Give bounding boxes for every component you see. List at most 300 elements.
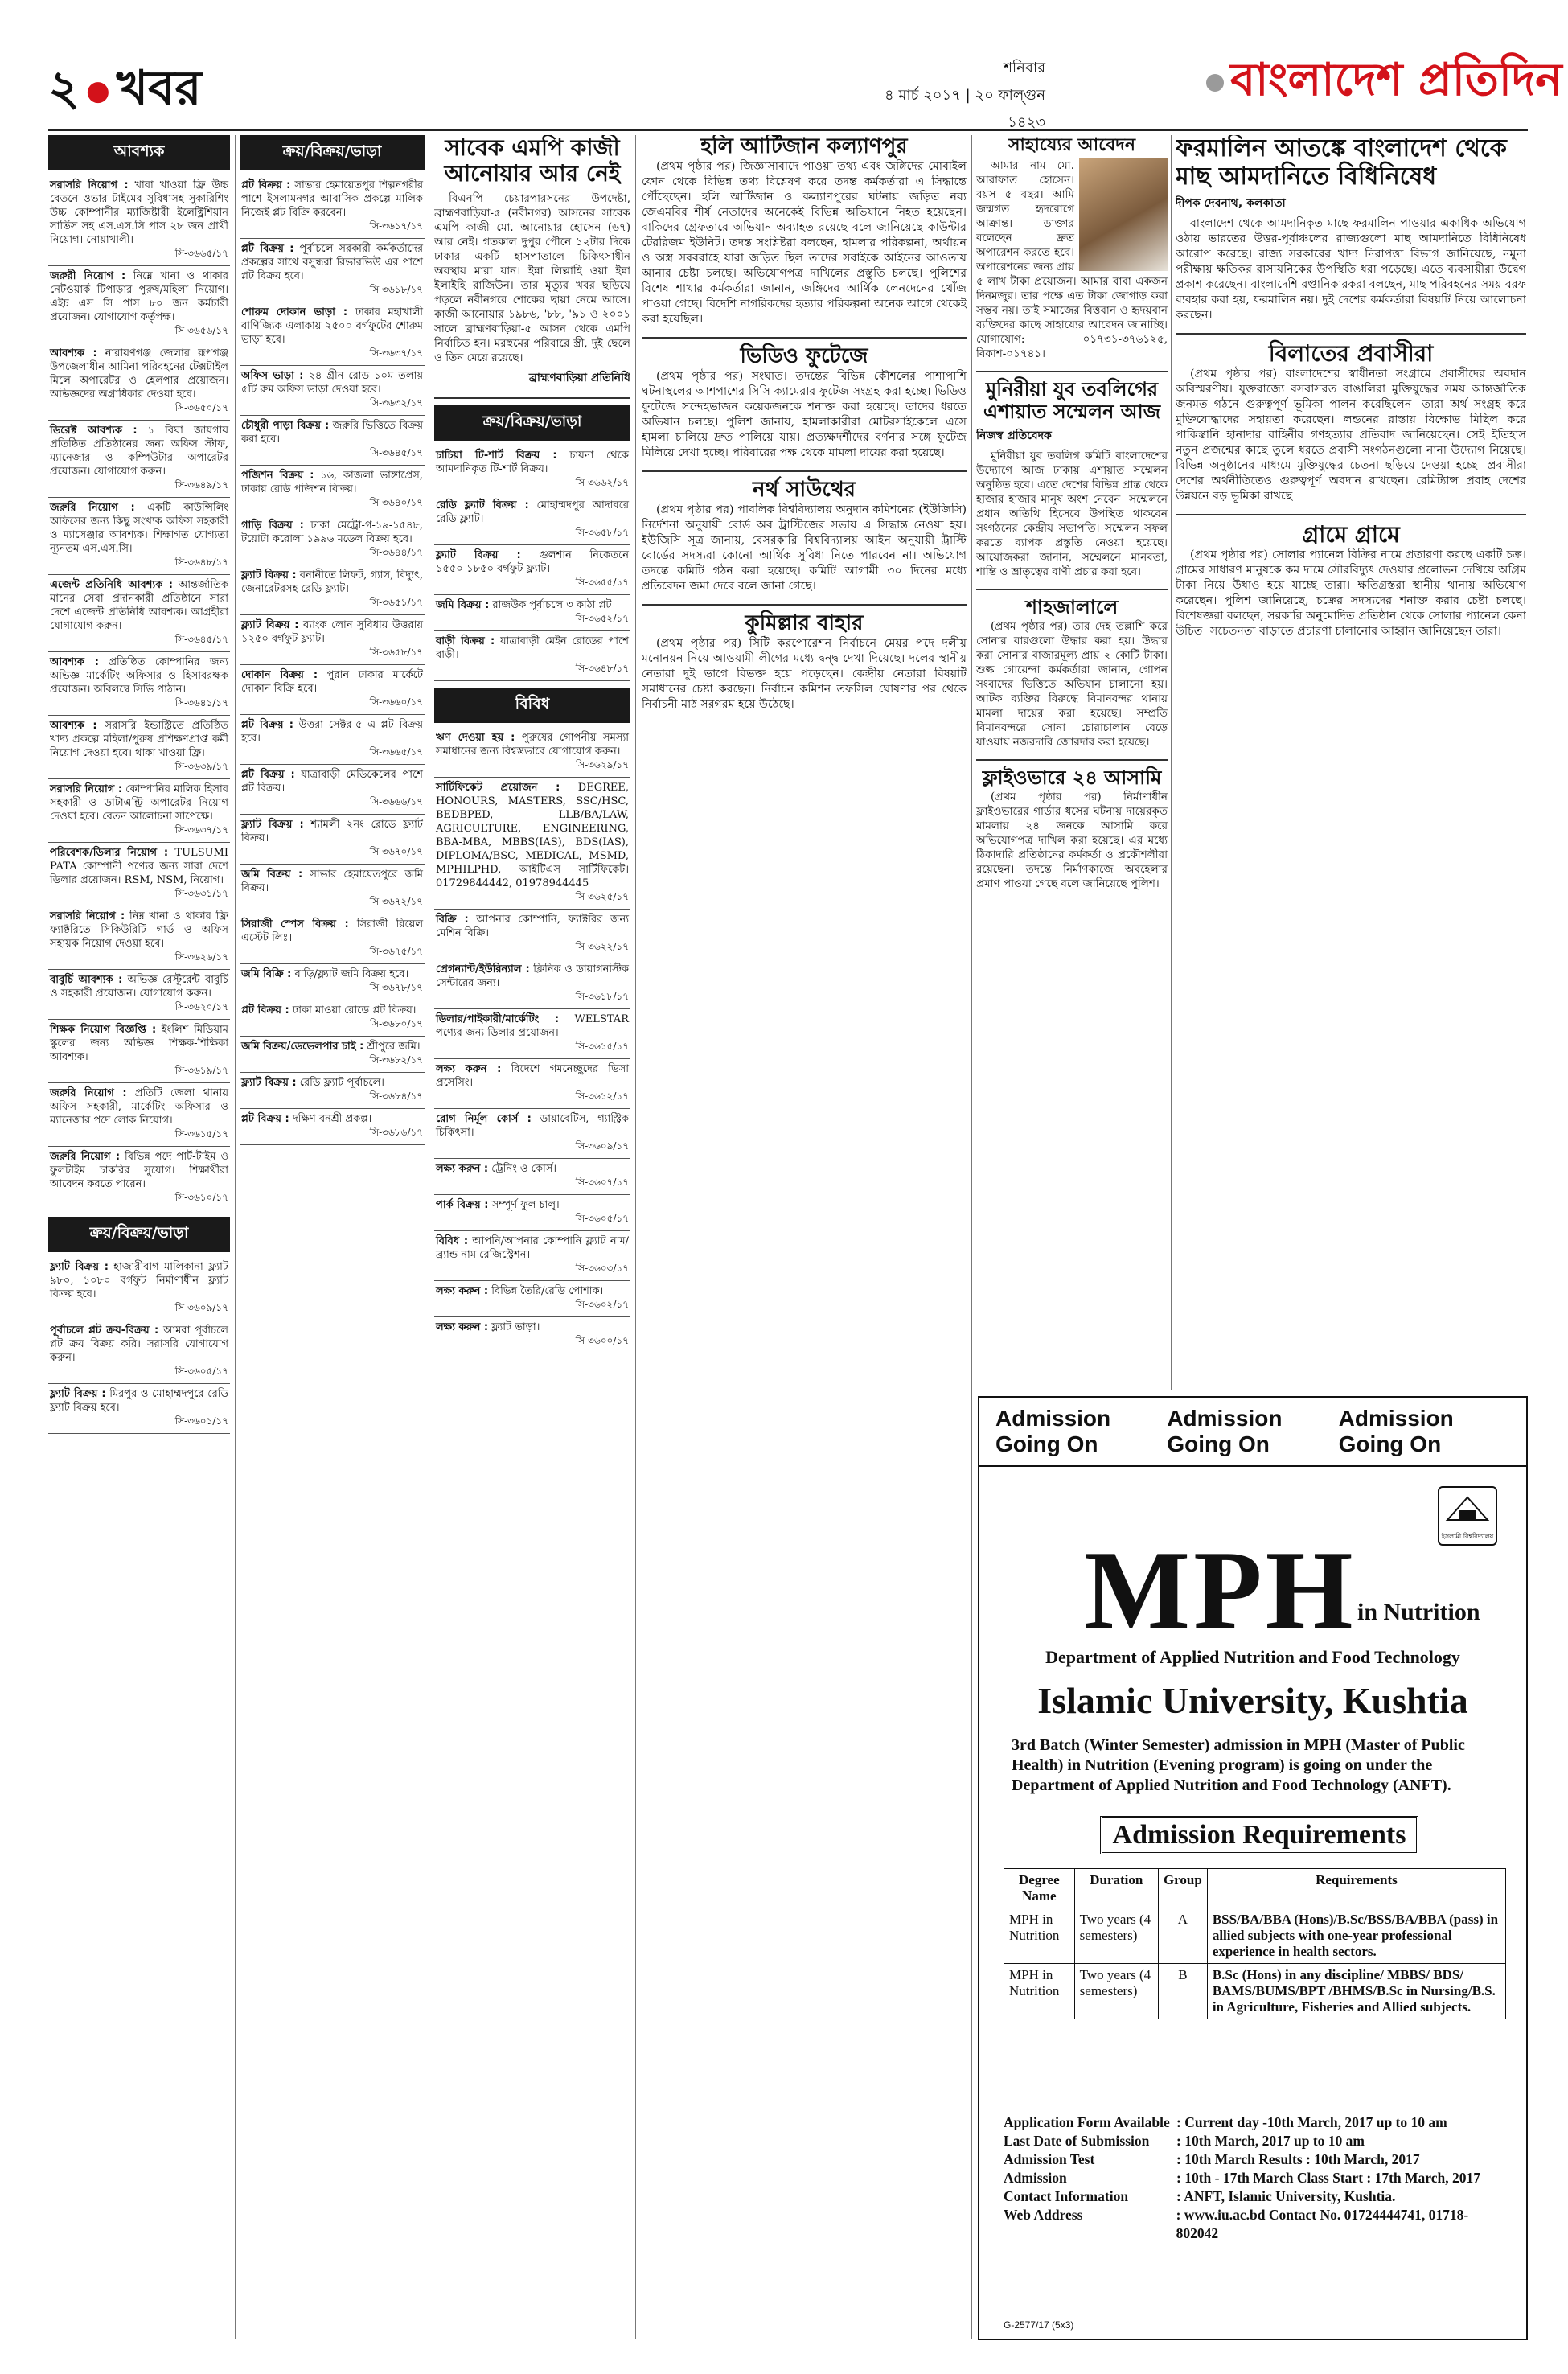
table-cell: Two years (4 semesters)	[1074, 1964, 1158, 2019]
classified-title: রেডি ফ্ল্যাট বিক্রয় :	[436, 499, 529, 512]
masthead-dot-icon	[1206, 74, 1224, 92]
table-row	[1004, 1964, 1506, 2019]
story-body: (প্রথম পৃষ্ঠার পর) তার দেহ তল্লাশি করে সোনার বারগুলো উদ্ধার করা হয়। উদ্ধার করা সোনার বাজারমূল্য প্রায় ২ কোটি টাকা। শুল্ক গোয়েন্দা কর্মকর্তারা জানান, গোপন সংবাদের ভিত্তিতে অভিযান চালানো হয়। আটক ব্যক্তির বিরুদ্ধে বিমানবন্দর থানায় মামলা দায়ের করা হয়েছে। সম্প্রতি বিমানবন্দরে সোনা চোরাচালান বেড়ে যাওয়ায় নজরদারি জোরদার করা হয়েছে।	[976, 620, 1168, 750]
classified-title: সরাসরি নিয়োগ :	[50, 910, 125, 922]
table-header-cell: Group	[1158, 1869, 1207, 1908]
classified-ad	[240, 615, 425, 665]
classified-text: বনানীতে লিফট, গ্যাস, বিদ্যুৎ, জেনারেটরসহ রেডি ফ্ল্যাট।	[241, 569, 423, 595]
story-body: (প্রথম পৃষ্ঠার পর) সংঘাত। তদন্তের বিভিন্ন কৌশলের পাশাপাশি ঘটনাস্থলের আশপাশের সিসি ক্যামেরার ফুটেজ সংগ্রহ করা হচ্ছে। ভিডিও ফুটেজে সন্দেহভাজন কয়েকজনকে শনাক্ত করা হয়েছে। তাদের ধরতে অভিযান চলছে। পুলিশ জানায়, হামলাকারীরা মোটরসাইকেলে এসে হামলা চালিয়ে দ্রুত পালিয়ে যায়। প্রত্যক্ষদর্শীদের বর্ণনার সঙ্গে ফুটেজ মিলিয়ে দেখা হচ্ছে। পরিবারের পক্ষ থেকে মামলা দায়ের করা হয়েছে।	[642, 369, 967, 459]
classified-ad	[48, 652, 230, 716]
ad-banner-text: Admission Going On	[995, 1406, 1111, 1456]
classified-text: সাভার হেমায়েতপুর শিল্পনগরীর পাশে ইসলামনগর আবাসিক প্রকল্পে মালিক নিজেই প্লট বিক্রি করবেন।	[241, 179, 423, 219]
appeal-notice	[976, 135, 1168, 372]
classified-code: সি-৩৬৫১/১৭	[369, 597, 423, 608]
news-story-village	[1176, 522, 1526, 649]
classified-list	[434, 728, 630, 1353]
story-headline: নর্থ সাউথের	[753, 477, 856, 502]
classified-title: ফ্ল্যাট বিক্রয় :	[241, 619, 299, 631]
classified-title: বিক্রি :	[436, 914, 469, 926]
classified-code: সি-৩৬৫৮/১৭	[575, 527, 629, 539]
classified-ad	[240, 515, 425, 565]
classified-title: বিবিধ :	[436, 1235, 469, 1248]
classified-title: লক্ষ্য করুন :	[436, 1321, 489, 1334]
classified-title: জমি বিক্রয়/ডেভেলপার চাই :	[241, 1041, 364, 1053]
schedule-value: : Current day -10th March, 2017 up to 10 am	[1176, 2114, 1447, 2130]
story-headline: কুমিল্লার বাহার	[745, 610, 864, 635]
classified-ad	[48, 716, 230, 779]
classified-ad	[48, 843, 230, 906]
classified-ad	[434, 545, 630, 595]
classified-column-2	[240, 135, 425, 2339]
classified-code: সি-৩৬০১/১৭	[174, 1415, 228, 1427]
classified-title: রোগ নির্মূল কোর্স :	[436, 1113, 532, 1126]
classified-title: প্লট বিক্রয় :	[241, 243, 294, 255]
schedule-row	[1004, 2169, 1510, 2187]
news-story-flyover	[976, 767, 1168, 901]
table-cell: A	[1158, 1908, 1207, 1964]
classified-title: প্লট বিক্রয় :	[241, 1004, 289, 1017]
schedule-value: : 10th March Results : 10th March, 2017	[1176, 2151, 1420, 2167]
classified-ad	[434, 1317, 630, 1353]
classified-title: চৌধুরী পাড়া বিক্রয় :	[241, 420, 330, 432]
classified-code: সি-৩৬৮২/১৭	[369, 1054, 423, 1066]
classified-text: DEGREE, HONOURS, MASTERS, SSC/HSC, BEDBPED, LLB/BA/LAW, AGRICULTURE, ENGINEERING, BBA-MBA, MBBS(IAS), BDS(IAS), DIPLOMA/BSC, MEDICAL, MSMD, MPHILPHD, আইটিএস সার্টিফিকেট। 01729844442, 01978944445	[436, 782, 629, 890]
classified-ad	[434, 728, 630, 778]
section-heading: বিবিধ	[434, 688, 630, 723]
classified-ad	[48, 906, 230, 970]
schedule-value: : 10th - 17th March Class Start : 17th March, 2017	[1176, 2170, 1481, 2186]
classified-code: সি-৩৬১৭/১৭	[369, 220, 423, 232]
classified-title: শোরুম দোকান ভাড়া :	[241, 306, 348, 318]
classified-code: সি-৩৬১৫/১৭	[174, 1128, 228, 1140]
classified-title: প্রেগন্যান্ট/ইউরিন্যাল :	[436, 963, 530, 976]
classified-ad	[48, 575, 230, 652]
classified-list	[48, 1257, 230, 1434]
classified-code: সি-৩৬০৩/১৭	[575, 1263, 629, 1275]
classified-ad	[434, 595, 630, 631]
classified-code: সি-৩৬৭০/১৭	[369, 846, 423, 857]
story-body: (প্রথম পৃষ্ঠার পর) সোলার প্যানেল বিক্রির নামে প্রতারণা করছে একটি চক্র। গ্রামের সাধারণ মানুষকে কম দামে সৌরবিদ্যুৎ দেওয়ার প্রলোভন দেখিয়ে অগ্রিম টাকা নিয়ে উধাও হয়ে যাচ্ছে তারা। ক্ষতিগ্রস্তরা স্থানীয় থানায় অভিযোগ করেছেন। পুলিশ জানিয়েছে, চক্রের সদস্যদের শনাক্ত করার চেষ্টা চলছে। বিশেষজ্ঞরা বলছেন, সরকারি অনুমোদিত প্রতিষ্ঠান থেকে সোলার প্যানেল কেনা উচিত। সচেতনতা বাড়াতে প্রচারণা চালানোর আহ্বান জানিয়েছেন তারা।	[1176, 548, 1526, 639]
story-headline: ভিডিও ফুটেজে	[740, 343, 868, 368]
classified-code: সি-৩৬১০/১৭	[174, 1192, 228, 1203]
story-body: বাংলাদেশ থেকে আমদানিকৃত মাছে ফরমালিন পাওয়ার একাধিক অভিযোগ ওঠায় ভারতের উত্তর-পূর্বাঞ্চলের রাজ্যগুলো মাছ আমদানিতে বিধিনিষেধ আরোপ করেছে। রাজ্য সরকারের খাদ্য নিরাপত্তা বিভাগ জানিয়েছে, নমুনা পরীক্ষায় ক্ষতিকর রাসায়নিকের উপস্থিতি ধরা পড়েছে। এতে ব্যবসায়ীরা উদ্বেগ প্রকাশ করেছেন। বাংলাদেশি রপ্তানিকারকরা বলছেন, মাছ পরিবহনের সময় বরফ ব্যবহার করা হয়, ফরমালিন নয়। দুই দেশের কর্মকর্তারা বিষয়টি নিয়ে আলোচনা করছেন।	[1176, 217, 1526, 322]
ad-subtitle: in Nutrition	[1357, 1599, 1480, 1625]
column-divider	[635, 135, 636, 2339]
news-story-formalin	[1176, 135, 1526, 335]
page-number-section	[48, 51, 202, 132]
story-headline: বিলাতের প্রবাসীরা	[1268, 340, 1434, 367]
classified-ad	[434, 1281, 630, 1317]
classified-text: মিরপুর ও মোহাম্মদপুরে রেডি ফ্ল্যাট বিক্রয় হবে।	[50, 1388, 229, 1414]
classified-text: TULSUMI PATA কোম্পানী পণ্যের জন্য সারা দেশে ডিলার প্রয়োজন। RSM, NSM, নিয়োগ।	[50, 847, 229, 886]
classified-code: সি-৩৬০০/১৭	[575, 1335, 629, 1347]
classified-code: সি-৩৬৮০/১৭	[369, 1018, 423, 1029]
news-story-holey	[642, 135, 967, 339]
section-heading: ক্রয়/বিক্রয়/ভাড়া	[240, 135, 425, 170]
classified-code: সি-৩৬৫৬/১৭	[174, 325, 228, 336]
classified-title: ফ্ল্যাট বিক্রয় :	[50, 1261, 109, 1273]
classified-code: সি-৩৬৪০/১৭	[369, 497, 423, 508]
classified-text: ১ বিঘা জায়গায় প্রতিষ্ঠিত প্রতিষ্ঠানের জন্য অফিস স্টাফ, ম্যানেজার ও কম্পিউটার অপারেটর প্রয়োজন। যোগাযোগ করুন।	[50, 425, 228, 478]
classified-text: ব্যাংক লোন সুবিধায় উত্তরায় ১২৫০ বর্গফুট ফ্ল্যাট।	[241, 619, 423, 645]
table-cell: B	[1158, 1964, 1207, 2019]
classified-text: ট্রেনিং ও কোর্স।	[488, 1163, 556, 1176]
classified-code: সি-৩৬৫২/১৭	[575, 613, 629, 625]
classified-text: প্রতিষ্ঠিত কোম্পানির জন্য অভিজ্ঞ মার্কেটিং অফিসার ও হিসাবরক্ষক প্রয়োজন। অবিলম্বে সিভি পাঠান।	[50, 656, 229, 696]
admission-schedule	[1004, 2113, 1510, 2243]
classified-text: ২৪ গ্রীন রোড ১০ম তলায় ৫টি রুম অফিস ভাড়া দেওয়া হবে।	[241, 370, 423, 396]
classified-title: শিক্ষক নিয়োগ বিজ্ঞপ্তি :	[50, 1024, 157, 1036]
ad-description: 3rd Batch (Winter Semester) admission in MPH (Master of Public Health) in Nutrition (Evening program) is going on under the Department of Applied Nutrition and Food Technology (ANFT).	[1012, 1736, 1465, 1794]
classified-code: সি-৩৬২৬/১৭	[174, 951, 228, 963]
table-header-cell: Duration	[1074, 1869, 1158, 1908]
classified-text: ডায়াবেটিস, গ্যাস্ট্রিক চিকিৎসা।	[436, 1113, 629, 1140]
classified-ad	[48, 498, 230, 575]
ad-banner-text: Admission Going On	[1338, 1406, 1454, 1456]
classified-title: পার্ক বিক্রয় :	[436, 1199, 489, 1212]
story-headline: ফ্লাইওভারে ২৪ আসামি	[982, 766, 1162, 790]
classified-code: সি-৩৬৪৮/১৭	[174, 557, 228, 568]
story-byline: নিজস্ব প্রতিবেদক	[976, 429, 1052, 443]
classified-column-1	[48, 135, 230, 2339]
classified-text: গুলশান নিকেতনে ১৫৫০-১৮৫০ বর্গফুট ফ্ল্যাট।	[436, 549, 629, 576]
classified-text: শ্যামলী ২নং রোডে ফ্ল্যাট বিক্রয়।	[241, 819, 423, 844]
classified-ad	[240, 765, 425, 815]
classified-code: সি-৩৬৪৫/১৭	[174, 634, 228, 645]
schedule-row	[1004, 2113, 1510, 2132]
classified-text: সম্পূর্ণ ফুল চালু।	[488, 1199, 560, 1212]
classified-text: শ্রীপুরে জমি।	[363, 1041, 421, 1053]
classified-ad	[48, 175, 230, 266]
classified-ad	[434, 495, 630, 545]
classified-title: পরিবেশক/ডিলার নিয়োগ :	[50, 847, 169, 859]
classified-code: সি-৩৬২৯/১৭	[575, 759, 629, 771]
masthead	[1206, 40, 1562, 121]
story-byline: দীপক দেবনাথ, কলকাতা	[1176, 197, 1286, 210]
classified-ad	[240, 466, 425, 515]
classified-code: সি-৩৬৫৮/১৭	[369, 647, 423, 658]
story-body: (প্রথম পৃষ্ঠার পর) বাংলাদেশের স্বাধীনতা সংগ্রামে প্রবাসীদের অবদান অবিস্মরণীয়। যুক্তরাজ্যে বসবাসরত বাঙালিরা মুক্তিযুদ্ধের সময় আন্তর্জাতিক জনমত গঠনে গুরুত্বপূর্ণ ভূমিকা পালন করেছিলেন। তারা অর্থ সংগ্রহ করে মুক্তিযোদ্ধাদের সহায়তা করেছেন। লন্ডনের রাস্তায় বিক্ষোভ মিছিল করে পাকিস্তানি হানাদার বাহিনীর গণহত্যার প্রতিবাদ জানিয়েছেন। সেই ইতিহাস নতুন প্রজন্মের কাছে তুলে ধরতে প্রবাসী সংগঠনগুলো নানা উদ্যোগ নিয়েছে। বিভিন্ন অনুষ্ঠানের মাধ্যমে মুক্তিযুদ্ধের চেতনা ছড়িয়ে দেওয়া হচ্ছে। প্রবাসীরা দেশের অর্থনীতিতেও গুরুত্বপূর্ণ অবদান রাখছেন। রেমিট্যান্স প্রবাহ দেশের উন্নয়নে বড় ভূমিকা রাখছে।	[1176, 368, 1526, 503]
classified-title: প্লট বিক্রয় :	[241, 719, 293, 731]
classified-title: ফ্ল্যাট বিক্রয় :	[241, 819, 304, 831]
classified-ad	[48, 1020, 230, 1083]
classified-text: বিদেশে গমনেচ্ছুদের ভিসা প্রসেসিং।	[436, 1063, 629, 1090]
classified-title: ফ্ল্যাট বিক্রয় :	[50, 1388, 106, 1400]
classified-ad	[48, 266, 230, 343]
classified-ad	[240, 366, 425, 416]
date-label: ৪ মার্চ ২০১৭ | ২০ ফাল্গুন ১৪২৩	[885, 87, 1045, 131]
classified-title: জমি বিক্রয় :	[241, 869, 303, 881]
classified-list	[240, 175, 425, 1145]
ad-requirements-title: Admission Requirements	[1100, 1816, 1418, 1854]
classified-title: লক্ষ্য করুন :	[436, 1163, 489, 1176]
classified-title: জরুরি নিয়োগ :	[50, 502, 135, 514]
classified-code: সি-৩৬৪১/১৭	[174, 697, 228, 709]
schedule-label: Contact Information	[1004, 2188, 1129, 2204]
classified-text: আপনার কোম্পানি, ফ্যাক্টরির জন্য মেশিন বিক্রি।	[436, 914, 629, 940]
classified-text: প্রতিটি জেলা থানায় অফিস সহকারী, মার্কেটিং অফিসার ও ম্যানেজার পদে লোক নিয়োগ।	[50, 1087, 228, 1127]
table-cell: MPH in Nutrition	[1004, 1908, 1075, 1964]
table-header-cell: Degree Name	[1004, 1869, 1075, 1908]
page-number: ২	[48, 60, 80, 117]
classified-title: সরাসরি নিয়োগ :	[50, 179, 129, 191]
classified-ad	[240, 175, 425, 239]
classified-text: ফ্ল্যাট ভাড়া।	[488, 1321, 540, 1334]
news-column-right-a	[976, 135, 1168, 1390]
classified-text: ১৬, কাজলা ভাঙ্গাপ্রেস, ঢাকায় রেডি পজিশন বিক্রয়।	[241, 470, 423, 495]
classified-title: প্লট বিক্রয় :	[241, 179, 291, 191]
schedule-label: Last Date of Submission	[1004, 2133, 1150, 2149]
seal-label: ইসলামী বিশ্ববিদ্যালয়	[1441, 1533, 1494, 1540]
news-story-shahjalal	[976, 597, 1168, 761]
classified-title: সরাসরি নিয়োগ :	[50, 783, 123, 795]
classified-code: সি-৩৬৬০/১৭	[369, 696, 423, 708]
classified-code: সি-৩৬৪৯/১৭	[174, 479, 228, 491]
table-cell: BSS/BA/BBA (Hons)/B.Sc/BSS/BA/BBA (pass) in allied subjects with one-year professional experience in health sectors.	[1207, 1908, 1505, 1964]
table-cell: Two years (4 semesters)	[1074, 1908, 1158, 1964]
classified-text: ক্লিনিক ও ডায়াগনস্টিক সেন্টারের জন্য।	[436, 963, 629, 990]
classified-title: ডিলার/পাইকারী/মার্কেটিং :	[436, 1013, 560, 1026]
classified-code: সি-৩৬৬২/১৭	[575, 477, 629, 489]
schedule-value: : www.iu.ac.bd Contact No. 01724444741, 01718-802042	[1176, 2207, 1469, 2241]
classified-text: নিম্নে খানা ও থাকার নেটওয়ার্ক টিপাড়ার পুরুষ/মহিলা নিয়োগ। এইচ এস সি পাস ৮০ জন কর্মচারী প্রয়োজন। যোগাযোগ কর্তৃপক্ষ।	[50, 270, 228, 323]
classified-title: গাড়ি বিক্রয় :	[241, 520, 304, 532]
classified-ad	[240, 715, 425, 765]
classified-text: উত্তরা সেক্টর-৫ এ প্লট বিক্রয় হবে।	[241, 719, 423, 745]
classified-title: এজেন্ট প্রতিনিধি আবশ্যক :	[50, 579, 173, 591]
classified-text: ঢাকা মেট্রো-গ-১৯-১৫৪৮, টয়োটা করোলা ১৯৯৬ মডেল বিক্রয় হবে।	[241, 520, 423, 545]
classified-ad	[240, 865, 425, 914]
schedule-row	[1004, 2150, 1510, 2169]
classified-title: জরুরী নিয়োগ :	[50, 270, 126, 282]
classified-text: আমরা পূর্বাচলে প্লট ক্রয় বিক্রয় করি। সরাসরি যোগাযোগ করুন।	[50, 1325, 228, 1364]
classified-code: সি-৩৬০২/১৭	[575, 1299, 629, 1311]
classified-text: আপনি/আপনার কোম্পানি ফ্ল্যাট নাম/ব্র্যান্ড নাম রেজিস্ট্রেশন।	[436, 1235, 629, 1262]
classified-text: সিরাজী রিয়েল এস্টেট লিঃ।	[241, 918, 424, 944]
classified-text: ঢাকার মহাখালী বাণিজ্যিক এলাকায় ২৫০০ বর্গফুটের শোরুম ভাড়া হবে।	[241, 306, 423, 346]
classified-ad	[434, 631, 630, 681]
classified-ad	[434, 959, 630, 1009]
classified-ad	[434, 446, 630, 495]
classified-code: সি-৩৬৩৯/১৭	[174, 761, 228, 772]
classified-text: বিভিন্ন তৈরি/রেডি পোশাক।	[488, 1285, 604, 1298]
classified-ad	[240, 239, 425, 302]
classified-text: যাত্রাবাড়ী মেডিকেলের পাশে প্লট বিক্রয়।	[241, 769, 423, 795]
classified-code: সি-৩৬৬৬/১৭	[369, 796, 423, 807]
classified-code: সি-৩৬৩১/১৭	[174, 888, 228, 899]
classified-code: সি-৩৬১৫/১৭	[575, 1041, 629, 1053]
classified-title: পূর্বাচলে প্লট ক্রয়-বিক্রয় :	[50, 1325, 159, 1337]
section-heading: ক্রয়/বিক্রয়/ভাড়া	[48, 1217, 230, 1252]
classified-text: আন্তর্জাতিক মানের সেবা প্রদানকারী প্রতিষ্ঠানে সারা দেশে এজেন্ট প্রতিনিধি আবশ্যক। আগ্রহীরা যোগাযোগ করুন।	[50, 579, 228, 632]
classified-title: প্লট বিক্রয় :	[241, 1113, 289, 1125]
story-body: মুনিরীয়া যুব তবলিগ কমিটি বাংলাদেশের উদ্যোগে আজ ঢাকায় এশায়াত সম্মেলন অনুষ্ঠিত হবে। এতে দেশের বিভিন্ন প্রান্ত থেকে হাজার হাজার মানুষ অংশ নেবেন। সম্মেলনে প্রধান অতিথি হিসেবে উপস্থিত থাকবেন সংগঠনের কেন্দ্রীয় সভাপতি। সম্মেলন সফল করতে ব্যাপক প্রস্তুতি নেওয়া হয়েছে। আয়োজকরা জানান, সম্মেলনে মানবতা, শান্তি ও ভ্রাতৃত্বের বাণী প্রচার করা হবে।	[976, 450, 1168, 579]
schedule-value: : 10th March, 2017 up to 10 am	[1176, 2133, 1365, 2149]
classified-text: নিম্ন খানা ও থাকার ফ্রি ফ্যাক্টরিতে সিকিউরিটি গার্ড ও অফিস সহায়ক নিয়োগ দেওয়া হবে।	[50, 910, 229, 950]
classified-code: সি-৩৬৬৫/১৭	[369, 746, 423, 758]
classified-ad	[240, 416, 425, 466]
classified-text: WELSTAR পণ্যের জন্য ডিলার প্রয়োজন।	[436, 1013, 629, 1040]
ad-title: MPH	[1084, 1528, 1357, 1653]
classified-ad	[434, 1231, 630, 1281]
classified-text: ইংলিশ মিডিয়াম স্কুলের জন্য অভিজ্ঞ শিক্ষক-শিক্ষিকা আবশ্যক।	[50, 1024, 229, 1063]
classified-ad	[434, 1009, 630, 1059]
classified-text: নারায়ণগঞ্জ জেলার রূপগঞ্জ উপজেলাধীন আমিনা পরিবহনের টেক্সটাইল মিলে অপারেটর ও হেলপার প্রয়োজন। অভিজ্ঞদের অগ্রাধিকার দেওয়া হবে।	[50, 347, 228, 400]
classified-text: চায়না থেকে আমদানিকৃত টি-শার্ট বিক্রয়।	[436, 450, 630, 476]
classified-ad	[240, 964, 425, 1000]
classified-list	[48, 175, 230, 1210]
classified-code: সি-৩৬০৭/১৭	[575, 1177, 629, 1189]
section-heading: আবশ্যক	[48, 135, 230, 170]
schedule-row	[1004, 2187, 1510, 2206]
classified-ad	[434, 778, 630, 910]
classified-code: সি-৩৬০৫/১৭	[174, 1366, 228, 1377]
classified-code: সি-৩৬৫৫/১৭	[575, 577, 629, 589]
classified-text: পূর্বাচলে সরকারী কর্মকর্তাদের প্রকল্পের সাথে বসুন্ধরা রিভারভিউ এর পাশে প্লট বিক্রয় হবে।	[241, 243, 423, 282]
news-story-north-south	[642, 478, 967, 606]
column-divider	[235, 135, 236, 2339]
classified-title: চাচিয়া টি-শার্ট বিক্রয় :	[436, 450, 557, 462]
table-cell: B.Sc (Hons) in any discipline/ MBBS/ BDS/ BAMS/BUMS/BPT /BHMS/B.Sc in Nursing/B.S. in Agriculture, Fisheries and Allied subjects.	[1207, 1964, 1505, 2019]
classified-ad	[240, 1109, 425, 1145]
classified-code: সি-৩৬১৮/১৭	[575, 991, 629, 1003]
newspaper-page	[48, 40, 1562, 2340]
child-photo	[1079, 158, 1168, 271]
news-story-munir	[976, 379, 1168, 590]
classified-code: সি-৩৬৩৭/১৭	[174, 824, 228, 836]
classified-code: সি-৩৬০৯/১৭	[575, 1140, 629, 1152]
classified-text: যাত্রাবাড়ী মেইন রোডের পাশে বাড়ী।	[436, 635, 629, 662]
classified-text: সরাসরি ইন্ডাস্ট্রিতে প্রতিষ্ঠিত খাদ্য প্রকল্পে মহিলা/পুরুষ প্রশিক্ষণপ্রাপ্ত কর্মী নিয়োগ দেওয়া হবে। থাকা খাওয়া ফ্রি।	[50, 720, 228, 759]
classified-text: হাজারীবাগ মালিকানা ফ্ল্যাট ৯৮০, ১০৮০ বর্গফুট নির্মাণাধীন ফ্ল্যাট বিক্রয় হবে।	[50, 1261, 228, 1300]
classified-title: দোকান বিক্রয় :	[241, 669, 318, 681]
classified-ad	[48, 1384, 230, 1434]
classified-code: সি-৩৬২২/১৭	[575, 941, 629, 953]
classified-code: সি-৩৬৭৮/১৭	[369, 982, 423, 993]
university-seal-icon	[1438, 1486, 1497, 1546]
classified-ad	[434, 1159, 630, 1195]
classified-ad	[48, 1257, 230, 1320]
classified-ad	[240, 1073, 425, 1109]
classified-code: সি-৩৬৪৮/১৭	[575, 663, 629, 675]
classified-title: লক্ষ্য করুন :	[436, 1285, 489, 1298]
classified-ad	[240, 565, 425, 615]
classified-text: কোম্পানির মালিক হিসাব সহকারী ও ডাটাএন্ট্রি অপারেটর নিয়োগ দেওয়া হবে। বেতন আলোচনা সাপেক্ষে।	[50, 783, 228, 823]
table-header-cell: Requirements	[1207, 1869, 1505, 1908]
classified-title: ফ্ল্যাট বিক্রয় :	[241, 1077, 297, 1089]
classified-ad	[240, 815, 425, 865]
schedule-row	[1004, 2132, 1510, 2150]
ad-banner-text: Admission Going On	[1167, 1406, 1283, 1456]
column-divider	[971, 135, 972, 2339]
story-headline: শাহজালালে	[1025, 596, 1119, 619]
news-column-right-b	[1176, 135, 1526, 1390]
classified-title: ফ্ল্যাট বিক্রয় :	[241, 569, 297, 581]
classified-ad	[48, 1083, 230, 1147]
column-divider	[1171, 135, 1172, 1390]
classified-title: সিরাজী স্পেস বিক্রয় :	[241, 918, 349, 930]
schedule-label: Admission Test	[1004, 2151, 1095, 2167]
story-headline: হলি আর্টিজান কল্যাণপুর	[700, 135, 908, 158]
classified-title: জমি বিক্রি :	[241, 968, 292, 980]
classified-text: সাভার হেমায়েতপুরে জমি বিক্রয়।	[241, 869, 423, 894]
classified-title: ফ্ল্যাট বিক্রয় :	[436, 549, 521, 562]
classified-title: জমি বিক্রয় :	[436, 599, 490, 612]
classified-ad	[48, 343, 230, 421]
day-label: শনিবার	[1004, 60, 1045, 76]
classified-code: সি-৩৬২৫/১৭	[575, 891, 629, 903]
classified-title: সার্টিফিকেট প্রয়োজন :	[436, 782, 560, 795]
classified-ad	[240, 1000, 425, 1037]
classified-code: সি-৩৬১২/১৭	[575, 1090, 629, 1103]
schedule-label: Application Form Available	[1004, 2114, 1170, 2130]
classified-title: আবশ্যক :	[50, 656, 99, 668]
classified-code: সি-৩৬৮৬/১৭	[369, 1127, 423, 1138]
classified-ad	[434, 910, 630, 959]
classified-title: লক্ষ্য করুন :	[436, 1063, 502, 1076]
classified-title: জরুরি নিয়োগ :	[50, 1087, 127, 1099]
classified-code: সি-৩৬১৮/১৭	[369, 284, 423, 295]
classified-ad	[48, 970, 230, 1020]
classified-ad	[240, 914, 425, 964]
classified-text: খাবা খাওয়া ফ্রি উচ্চ বেতনে ওভার টাইমের সুবিধাসহ সুকারিশিং উচ্চ কোম্পানীর ম্যাজিষ্টারী ইলেক্ট্রিশিয়ান সার্ভিস সহ এস.এস.সি পাস ২৮ জন প্রার্থী নিয়োগ। নোয়াখালী।	[50, 179, 228, 246]
classified-text: পুরান ঢাকার মার্কেটে দোকান বিক্রি হবে।	[241, 669, 423, 695]
ad-banner	[979, 1398, 1526, 1467]
news-story-expat	[1176, 341, 1526, 515]
issue-date	[860, 55, 1045, 137]
story-headline: সাবেক এমপি কাজী আনোয়ার আর নেই	[444, 135, 621, 187]
classified-text: বিভিন্ন পদে পার্ট-টাইম ও ফুলটাইম চাকরির সুযোগ। শিক্ষার্থীরা আবেদন করতে পারেন।	[50, 1151, 228, 1190]
story-body: আমার নাম মো. আরাফাত হোসেন। বয়স ৫ বছর। আমি জন্মগত হৃদরোগে আক্রান্ত। ডাক্তার বলেছেন দ্রুত অপারেশন করতে হবে। অপারেশনের জন্য প্রায় ৫ লাখ টাকা প্রয়োজন। আমার বাবা একজন দিনমজুর। তার পক্ষে এত টাকা জোগাড় করা সম্ভব নয়। তাই সমাজের বিত্তবান ও হৃদয়বান ব্যক্তিদের কাছে সাহায্যের আবেদন জানাচ্ছি। যোগাযোগ: ০১৭৩১-৩৭৬১২৫, বিকাশ-০১৭৪১।	[976, 159, 1168, 361]
classified-title: প্লট বিক্রয় :	[241, 769, 295, 781]
story-headline: মুনিরীয়া যুব তবলিগের এশায়াত সম্মেলন আজ	[983, 378, 1161, 423]
classified-list	[434, 446, 630, 681]
classified-title: অফিস ভাড়া :	[241, 370, 304, 382]
section-name: খবর	[116, 60, 202, 117]
story-headline: ফরমালিন আতঙ্কে বাংলাদেশ থেকে মাছ আমদানিতে বিধিনিষেধ	[1176, 135, 1507, 191]
classified-title: পজিশন বিক্রয় :	[241, 470, 314, 482]
classified-text: রাজউক পূর্বাচলে ৩ কাঠা প্লট।	[489, 599, 616, 612]
classified-text: রেডি ফ্ল্যাট পূর্বাচলে।	[296, 1077, 384, 1089]
classified-title: ঋণ দেওয়া হয় :	[436, 732, 515, 745]
classified-code: সি-৩৬৮৪/১৭	[369, 1090, 423, 1102]
story-byline: ব্রাহ্মণবাড়িয়া প্রতিনিধি	[528, 372, 630, 385]
classified-title: বাড়ী বিক্রয় :	[436, 635, 495, 648]
classified-code: সি-৩৬৩২/১৭	[369, 397, 423, 409]
page-header	[48, 40, 1562, 131]
classified-code: সি-৩৬০৫/১৭	[575, 1213, 629, 1225]
section-heading: ক্রয়/বিক্রয়/ভাড়া	[434, 405, 630, 441]
classified-ad	[240, 1037, 425, 1073]
classified-text: দক্ষিণ বনশ্রী প্রকল্প।	[289, 1113, 372, 1125]
classified-title: আবশ্যক :	[50, 720, 97, 732]
classified-ad	[240, 302, 425, 366]
story-body: (প্রথম পৃষ্ঠার পর) সিটি করপোরেশন নির্বাচনে মেয়র পদে দলীয় মনোনয়ন নিয়ে আওয়ামী লীগের মধ্যে দ্বন্দ্ব দেখা দিয়েছে। দলের স্থানীয় নেতারা দুই ভাগে বিভক্ত হয়ে পড়েছেন। কেন্দ্রীয় নেতারা বিষয়টি সমাধানের চেষ্টা করছেন। নির্বাচন কমিশন তফসিল ঘোষণার পর থেকে নির্বাচনী মাঠ সরগরম হয়ে উঠেছে।	[642, 636, 967, 711]
ad-university: Islamic University, Kushtia	[1037, 1680, 1468, 1721]
column-3	[434, 135, 630, 2339]
news-column	[642, 135, 967, 2339]
story-body: (প্রথম পৃষ্ঠার পর) জিজ্ঞাসাবাদে পাওয়া তথ্য এবং জঙ্গিদের মোবাইল ফোন থেকে বিভিন্ন তথ্য বিশ্লেষণ করে তদন্ত কর্মকর্তারা এ সিদ্ধান্তে পৌঁছেছেন। হলি আর্টিজান ও কল্যাণপুরের ঘটনায় জড়িত নব্য জেএমবির শীর্ষ নেতাদের অনেকেই বিভিন্ন অভিযানে নিহত হয়েছেন। বাকিদের গ্রেফতারে অভিযান অব্যাহত রয়েছে বলে জানিয়েছে কাউন্টার টেররিজম ইউনিট। তদন্ত সংশ্লিষ্টরা বলছেন, হামলার পরিকল্পনা, অর্থায়ন ও অস্ত্র সরবরাহে যারা জড়িত ছিল তাদের সবাইকে আইনের আওতায় আনার চেষ্টা চলছে। অভিযোগপত্র দাখিলের প্রস্তুতি চলছে। পুলিশের বিশেষ শাখার কর্মকর্তারা জানান, জঙ্গিদের আর্থিক লেনদেনের খোঁজ পাওয়া গেছে। বিদেশি নাগরিকদের হত্যার পরিকল্পনা অনেক আগে থেকেই করা হয়েছিল।	[642, 159, 967, 326]
classified-text: একটি কাউন্সিলিং অফিসের জন্য কিছু সংখ্যক অফিস সহকারী ও ম্যাসেঞ্জার আবশ্যক। শিক্ষাগত যোগ্যতা ন্যূনতম এস.এস.সি।	[50, 502, 228, 555]
classified-title: জরুরি নিয়োগ :	[50, 1151, 121, 1163]
classified-code: সি-৩৬৪৪/১৭	[369, 547, 423, 558]
bullet-icon: ●	[86, 75, 110, 108]
classified-ad	[48, 1320, 230, 1384]
classified-code: সি-৩৬৭৫/১৭	[369, 946, 423, 957]
classified-ad	[434, 1195, 630, 1231]
classified-code: সি-৩৬৪৫/১৭	[369, 447, 423, 458]
story-headline: সাহায্যের আবেদন	[1008, 135, 1135, 155]
